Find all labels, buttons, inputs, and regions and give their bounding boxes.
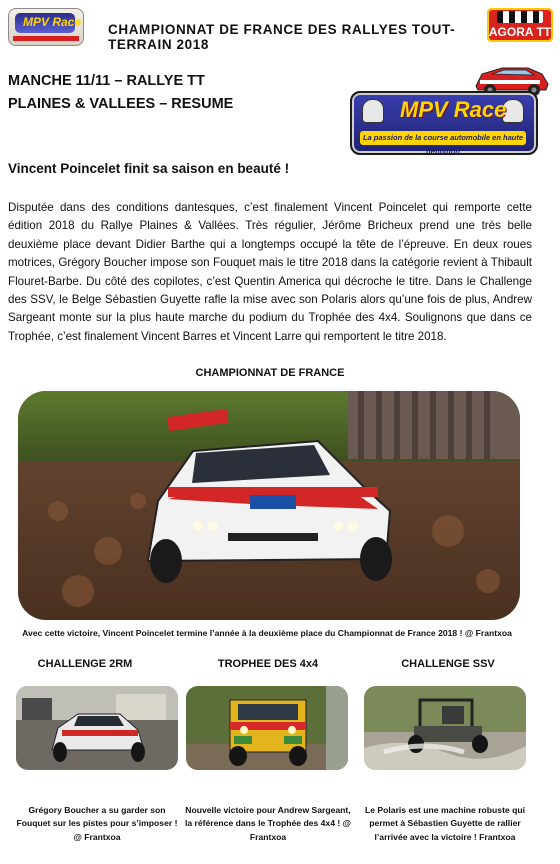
agora-tt-logo (487, 8, 553, 42)
section-heading-championnat: CHAMPIONNAT DE FRANCE (195, 367, 345, 379)
main-rally-photo (18, 391, 520, 620)
article-body: Disputée dans des conditions dantesques, c’est finalement Vincent Poincelet qui remporte cette édition 2018 du Rallye Plaines & Vallées. Très régulier, Jérôme Bricheux prend une très belle deuxième place devant Didier Barthe qui a longtemps occupé la tête de l’épreuve. En deux roues motrices, Grégory Boucher impose son Fouquet mais le titre 2018 dans la catégorie revient à Thibault Flouret-Barbe. Du côté des copilotes, c’est Quentin America qui décroche le titre. Dans le Challenge des SSV, le Belge Sébastien Guyette rafle la mise avec son Polaris alors qu’une fois de plus, Andrew Sargeant monte sur la plus haute marche du podium du Trophée des 4x4. Soulignons que dans ce Trophée, c’est finalement Vincent Barres et Vincent Larre qui remportent le titre 2018. (8, 201, 532, 343)
photo-2rm (16, 686, 178, 770)
article-headline: Vincent Poincelet finit sa saison en beauté ! (8, 161, 290, 176)
main-photo-caption: Avec cette victoire, Vincent Poincelet termine l’année à la deuxième place du Championnat de France 2018 ! @ Frantxoa (22, 628, 512, 638)
land-rover-photo (186, 686, 348, 770)
event-title (8, 70, 233, 116)
event-name: PLAINES & VALLEES – RESUME (8, 96, 234, 112)
caption-2rm: Grégory Boucher a su garder son Fouquet sur les pistes pour s’imposer ! @ Frantxoa (16, 805, 178, 842)
caption-ssv: Le Polaris est une machine robuste qui permet à Sébastien Guyette de rallier l’arrivée avec la victoire ! Frantxoa (365, 805, 525, 842)
section-heading-2rm: CHALLENGE 2RM (37, 658, 133, 670)
brand-name: MPV Race (400, 97, 507, 122)
logo-right-text: AGORA TT (488, 25, 552, 39)
mpv-race-logo-small (8, 8, 84, 46)
page-header-title: CHAMPIONNAT DE FRANCE DES RALLYES TOUT-TERRAIN 2018 (108, 22, 456, 52)
brand-tagline: La passion de la course automobile en haute définition (360, 131, 526, 145)
photo-ssv (364, 686, 526, 770)
mpv-race-logo-large (350, 91, 538, 155)
helmet-icon (362, 99, 384, 123)
section-heading-4x4: TROPHEE DES 4x4 (217, 658, 319, 670)
caption-4x4: Nouvelle victoire pour Andrew Sargeant, la référence dans le Trophée des 4x4 ! @ Frantxoa (184, 805, 351, 842)
rally-car-photo (18, 391, 520, 620)
photo-4x4 (186, 686, 348, 770)
polaris-ssv-photo (364, 686, 526, 770)
buggy-photo (16, 686, 178, 770)
event-round: MANCHE 11/11 – RALLYE TT (8, 73, 205, 89)
section-heading-ssv: CHALLENGE SSV (401, 658, 495, 670)
logo-left-text: MPV Race (23, 15, 82, 29)
